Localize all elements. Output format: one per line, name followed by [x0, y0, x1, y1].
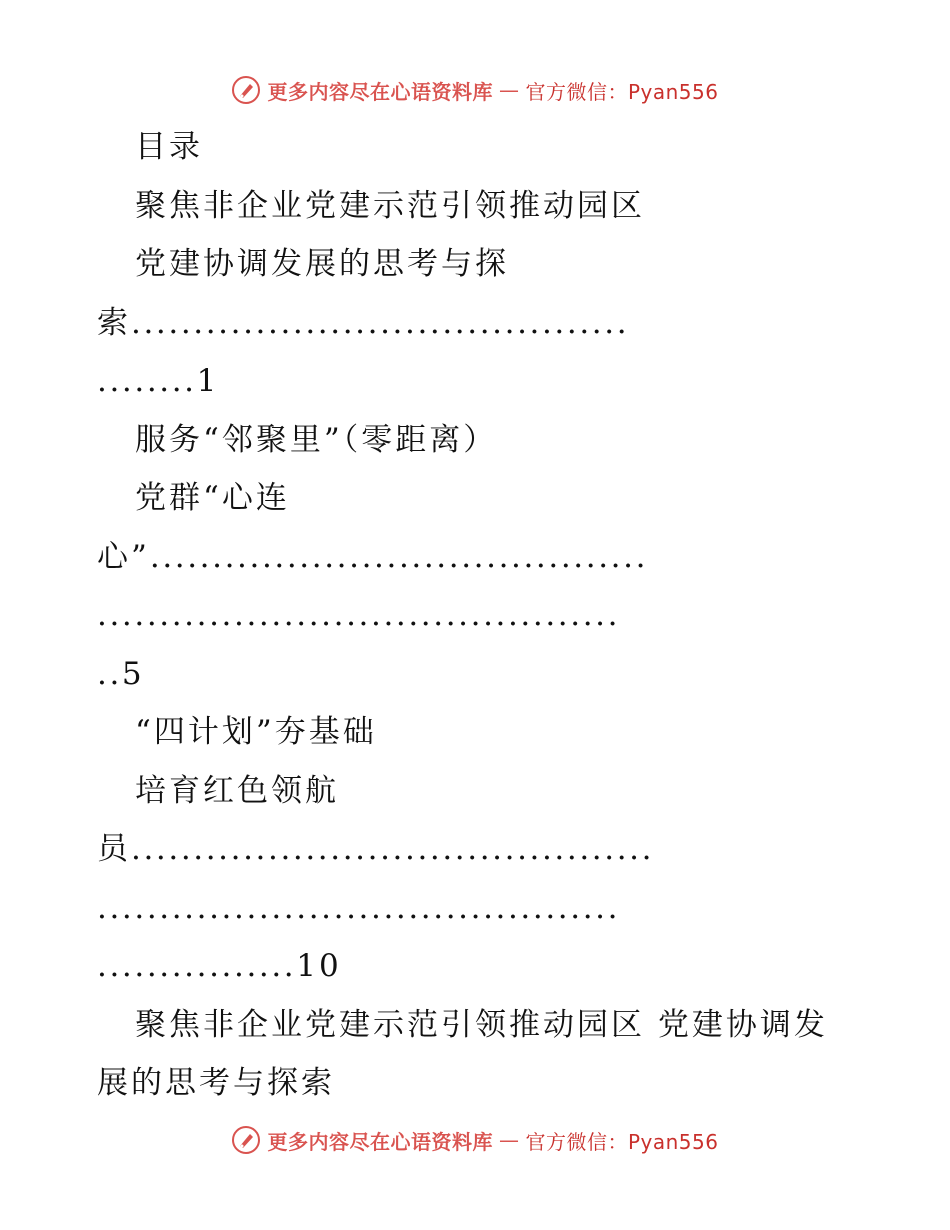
toc-entry-3-title-line1[interactable]: 培育红色领航 — [135, 772, 339, 809]
toc-entry-1-wrap-char: 索 — [97, 304, 131, 341]
section-title-line1: 聚焦非企业党建示范引领推动园区 党建协调发 — [135, 1006, 828, 1043]
watermark-brand: 更多内容尽在心语资料库 — [267, 1129, 493, 1154]
toc-entry-1-title-line2[interactable]: 党建协调发展的思考与探 — [135, 246, 509, 282]
toc-entry-3-pre-title[interactable]: “四计划”夯基础 — [135, 714, 377, 750]
toc-entry-3-dots-1: .......................................... — [131, 831, 655, 867]
toc-entry-2-title-line1[interactable]: 党群“心连 — [135, 480, 290, 516]
toc-entry-2-wrap-char: 心” — [97, 538, 150, 575]
toc-entry-3-leader-line2 — [97, 879, 842, 938]
toc-entry-1-leader-line2 — [97, 352, 842, 411]
footer-watermark — [0, 1120, 950, 1160]
toc-entry-1-dots-2: ........ — [97, 363, 197, 399]
toc-entry-2-dots-3: .. — [97, 655, 122, 692]
pen-nib-logo-icon — [231, 1125, 261, 1155]
toc-entry-2-leader-line1 — [97, 528, 842, 587]
toc-entry-2-page[interactable]: 5 — [121, 655, 145, 692]
watermark-banner — [231, 1125, 718, 1155]
toc-entry-3-page[interactable]: 10 — [296, 948, 342, 984]
watermark-separator: — — [498, 1128, 520, 1152]
document-body — [97, 118, 842, 1113]
watermark-banner — [231, 75, 718, 105]
toc-entry-3-wrap-char: 员 — [97, 831, 131, 867]
pen-nib-logo-icon — [231, 75, 261, 105]
watermark-contact: 官方微信：Pyan556 — [525, 79, 719, 104]
toc-entry-3-leader-line3 — [97, 937, 842, 996]
toc-entry-2-dots-1: ........................................ — [149, 538, 649, 575]
toc-entry-1-dots-1: ........................................ — [131, 304, 630, 341]
toc-entry-3-dots-3: ................ — [97, 948, 297, 984]
toc-entry-2-dots-2: .......................................... — [97, 597, 621, 633]
watermark-contact: 官方微信：Pyan556 — [525, 1129, 719, 1154]
toc-entry-3-leader-line1 — [97, 820, 842, 879]
toc-entry-3-dots-2: .......................................... — [97, 889, 621, 926]
toc-entry-2-pre-title[interactable]: 服务“邻聚里”（零距离） — [135, 421, 498, 458]
toc-entry-1-page[interactable]: 1 — [196, 363, 220, 399]
section-title-line2: 展的思考与探索 — [97, 1065, 335, 1101]
watermark-brand: 更多内容尽在心语资料库 — [267, 79, 493, 104]
watermark-separator: — — [498, 78, 520, 102]
toc-entry-2-leader-line2 — [97, 586, 842, 645]
toc-entry-1-leader-line1 — [97, 294, 842, 353]
toc-entry-1-title-line1[interactable]: 聚焦非企业党建示范引领推动园区 — [135, 187, 645, 224]
toc-heading: 目录 — [135, 129, 203, 165]
header-watermark — [0, 70, 950, 110]
toc-entry-2-leader-line3 — [97, 645, 842, 704]
